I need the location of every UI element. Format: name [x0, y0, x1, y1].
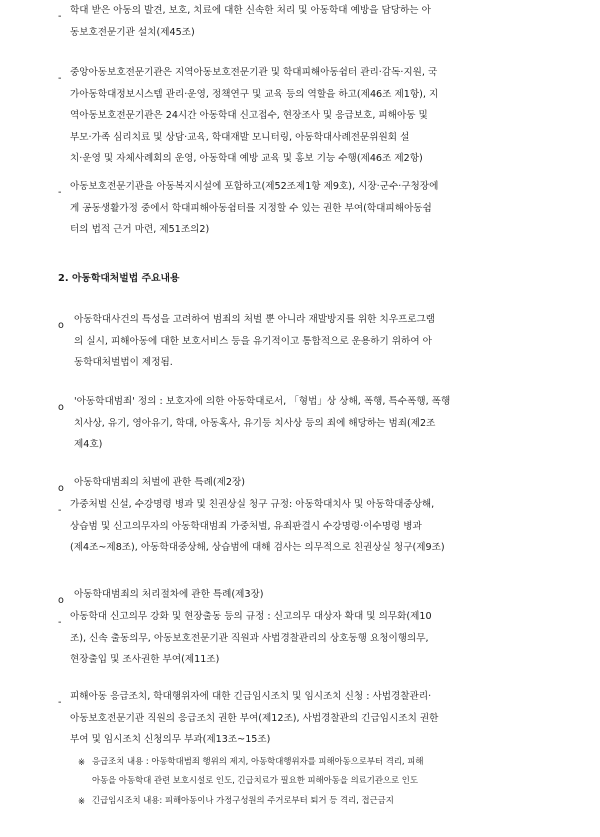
text-line: 동학대처벌법이 제정됨.: [74, 357, 173, 368]
footnote: [92, 752, 423, 790]
text-line: 아동학대범죄의 처리절차에 관한 특례(제3장): [74, 589, 264, 600]
paragraph: [70, 176, 438, 241]
text-line: 현장출입 및 조사권한 부여(제11조): [70, 654, 220, 665]
text-line: 아동학대범죄의 처벌에 관한 특례(제2장): [74, 477, 246, 488]
text-line: 중앙아동보호전문기관은 지역아동보호전문기관 및 학대피해아동쉼터 관리·감독·지원, 국: [70, 67, 438, 78]
paragraph: [70, 494, 445, 559]
dash-marker: -: [58, 187, 62, 198]
text-line: 긴급임시조치 내용: 피해아동이나 가정구성원의 주거로부터 퇴거 등 격리, 접근금지: [92, 795, 394, 805]
dash-marker: -: [58, 73, 62, 84]
text-line: 제4호): [74, 439, 103, 450]
text-line: 터의 법적 근거 마련, 제51조의2): [70, 224, 210, 235]
text-line: 피해아동 응급조치, 학대행위자에 대한 긴급임시조치 및 임시조치 신청 : 사법경찰관리·: [70, 691, 432, 702]
text-line: 가중처벌 신설, 수강명령 병과 및 친권상실 청구 규정: 아동학대치사 및 아동학대중상해,: [70, 499, 435, 510]
dash-marker: -: [58, 11, 62, 22]
text-line: 아동보호전문기관을 아동복지시설에 포함하고(제52조제1항 제9호), 시장·군수·구청장에: [70, 181, 439, 192]
bullet-marker: o: [58, 402, 64, 413]
paragraph: [70, 62, 438, 170]
bullet-marker: o: [58, 320, 64, 331]
bullet-marker: o: [58, 595, 64, 606]
text-line: (제4조~제8조), 아동학대중상해, 상습범에 대해 검사는 의무적으로 친권상실 청구(제9조): [70, 542, 445, 553]
paragraph: [74, 584, 264, 606]
bullet-marker: o: [58, 483, 64, 494]
text-line: 의 실시, 피해아동에 대한 보호서비스 등을 유기적이고 통합적으로 운용하기 위하여 아: [74, 335, 432, 347]
text-line: '아동학대범죄' 정의 : 보호자에 의한 아동학대로서, 「형법」상 상해, 폭행, 특수폭행, 폭행: [74, 396, 451, 407]
note-marker: ※: [78, 796, 86, 806]
text-line: 역아동보호전문기관은 24시간 아동학대 신고접수, 현장조사 및 응급보호, 피해아동 및: [70, 110, 428, 121]
text-line: 아동을 아동학대 관련 보호시설로 인도, 긴급치료가 필요한 피해아동을 의료기관으로 인도: [92, 775, 418, 785]
paragraph: [74, 391, 450, 456]
section-heading: 2. 아동학대처벌법 주요내용: [58, 273, 180, 284]
paragraph: [70, 606, 432, 671]
text-line: 부여 및 임시조치 신청의무 부과(제13조~15조): [70, 734, 271, 745]
text-line: 부모·가족 심리치료 및 상담·교육, 학대재발 모니터링, 아동학대사례전문위원회 설: [70, 131, 410, 143]
paragraph: [70, 0, 431, 43]
note-marker: ※: [78, 757, 86, 767]
text-line: 응급조치 내용 : 아동학대범죄 행위의 제지, 아동학대행위자를 피해아동으로부터 격리, 피해: [92, 756, 424, 766]
text-line: 치·운영 및 자체사례회의 운영, 아동학대 예방 교육 및 홍보 기능 수행(제46조 제2항): [70, 153, 423, 164]
text-line: 상습범 및 신고의무자의 아동학대범죄 가중처벌, 유죄판결시 수강명령·이수명령 병과: [70, 520, 422, 532]
dash-marker: -: [58, 697, 62, 708]
text-line: 학대 받은 아동의 발견, 보호, 치료에 대한 신속한 처리 및 아동학대 예방을 담당하는 아: [70, 5, 431, 16]
text-line: 치사상, 유기, 영아유기, 학대, 아동혹사, 유기등 치사상 등의 죄에 해당하는 범죄(제2조: [74, 417, 436, 429]
paragraph: [74, 309, 435, 374]
dash-marker: -: [58, 505, 62, 516]
paragraph: [70, 686, 438, 751]
text-line: 게 공동생활가정 중에서 학대피해아동쉼터를 지정할 수 있는 권한 부여(학대피해아동쉼: [70, 202, 432, 214]
footnote: [92, 791, 394, 810]
dash-marker: -: [58, 617, 62, 628]
text-line: 아동학대사건의 특성을 고려하여 범죄의 처벌 뿐 아니라 재발방지를 위한 치우프로그램: [74, 314, 436, 325]
text-line: 가아동학대정보시스템 관리·운영, 정책연구 및 교육 등의 역할을 하고(제46조 제1항), 지: [70, 88, 439, 100]
text-line: 동보호전문기관 설치(제45조): [70, 26, 195, 38]
paragraph: [74, 472, 245, 494]
text-line: 아동보호전문기관 직원의 응급조치 권한 부여(제12조), 사법경찰관의 긴급임시조치 권한: [70, 712, 439, 724]
text-line: 아동학대 신고의무 강화 및 현장출동 등의 규정 : 신고의무 대상자 확대 및 의무화(제10: [70, 611, 432, 622]
text-line: 조), 신속 출동의무, 아동보호전문기관 직원과 사법경찰관리의 상호동행 요청이행의무,: [70, 632, 429, 644]
